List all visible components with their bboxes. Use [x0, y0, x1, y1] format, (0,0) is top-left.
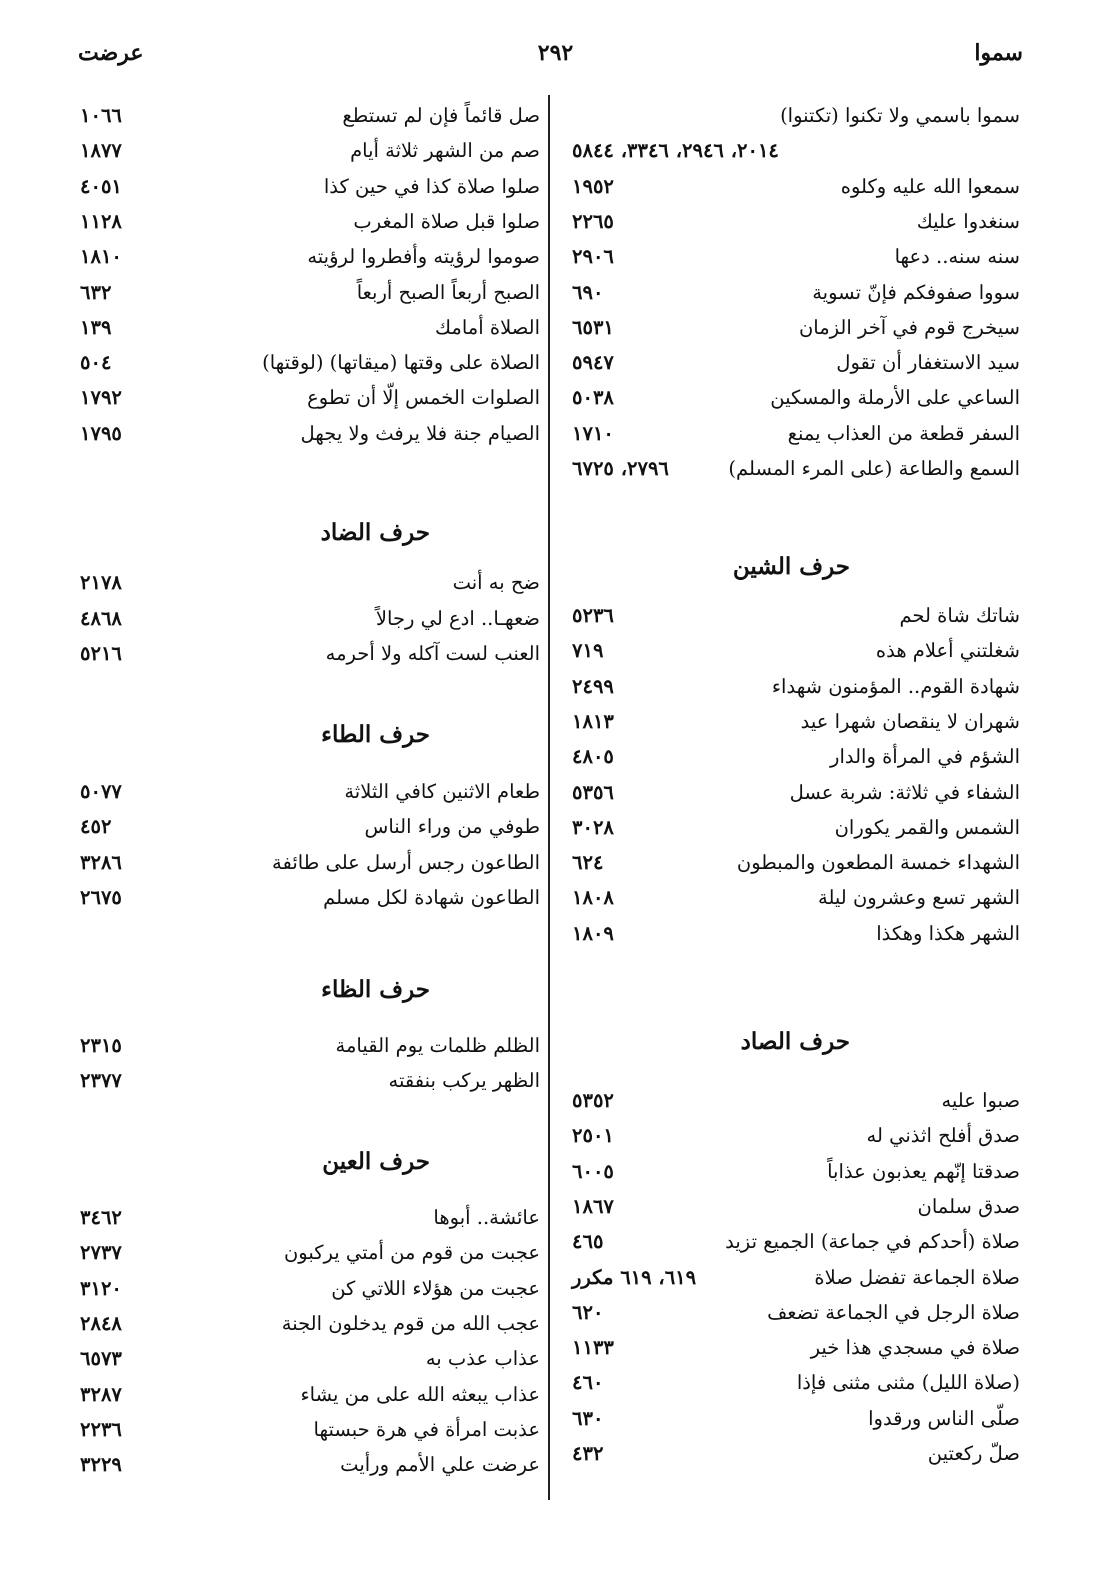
entry-text: صوموا لرؤيته وأفطروا لرؤيته [307, 245, 540, 269]
entry-reference-number: ٢٣٧٧ [80, 1069, 122, 1093]
entry-text: الصلاة على وقتها (ميقاتها) (لوقتها) [262, 351, 540, 375]
index-entry [70, 1306, 540, 1342]
entry-text: السفر قطعة من العذاب يمنع [787, 421, 1020, 445]
entry-text: شاتك شاة لحم [899, 604, 1020, 627]
entry-reference-number: ٦٥٣١ [572, 315, 614, 339]
index-entry [560, 1365, 1020, 1401]
entry-reference-number: ٥٠٧٧ [80, 780, 122, 803]
index-entry [560, 1083, 1020, 1119]
entry-text: الطاعون شهادة لكل مسلم [323, 885, 540, 909]
index-entry [70, 310, 540, 346]
entry-reference-number: ٥٠٤ [80, 351, 112, 375]
index-entry [70, 133, 540, 169]
entry-text: صلاة (أحدكم في جماعة) الجميع تزيد [725, 1230, 1020, 1254]
entry-text: الشفاء في ثلاثة: شربة عسل [789, 780, 1020, 804]
letter-section-heading: حرف الظاء [321, 976, 430, 1003]
entry-text: شهادة القوم.. المؤمنون شهداء [771, 674, 1020, 698]
entry-text: صلّى الناس ورقدوا [868, 1406, 1020, 1430]
index-entry [70, 1412, 540, 1448]
letter-section-heading: حرف الشين [732, 553, 850, 580]
entry-text: الشمس والقمر يكوران [834, 815, 1020, 839]
index-entry [560, 1436, 1020, 1472]
index-entry [70, 380, 540, 416]
entry-text: عجبت من قوم من أمتي يركبون [283, 1241, 540, 1265]
index-entry [70, 845, 540, 881]
index-entry [560, 633, 1020, 669]
entry-text: سموا باسمي ولا تكنوا (تكتنوا) [780, 104, 1020, 127]
index-entry [560, 1154, 1020, 1190]
index-entry [560, 1330, 1020, 1366]
index-entry [560, 669, 1020, 705]
entry-reference-number: ٦٣٢ [80, 280, 112, 304]
index-entry [560, 204, 1020, 240]
entry-reference-number: ١٠٦٦ [80, 104, 122, 127]
entry-text: صم من الشهر ثلاثة أيام [350, 139, 540, 163]
entry-text: صلّ ركعتين [927, 1442, 1020, 1465]
entry-reference-number: ٢٥٠١ [572, 1124, 614, 1148]
entry-text: صدقتا إنّهم يعذبون عذاباً [827, 1159, 1020, 1183]
entry-text: عذاب عذب به [425, 1347, 540, 1371]
entry-reference-number: ٣١٢٠ [80, 1276, 122, 1300]
index-entry [70, 1028, 540, 1064]
index-entry [560, 1189, 1020, 1225]
index-entry [70, 601, 540, 637]
entry-reference-number: ٣٢٢٩ [80, 1453, 122, 1477]
entry-reference-number: ٣٠٢٨ [572, 815, 614, 839]
entry-reference-number: ١٨٦٧ [572, 1194, 614, 1218]
entry-reference-number: ٦٩٠ [572, 280, 604, 304]
index-entry [560, 845, 1020, 881]
index-entry [70, 1341, 540, 1377]
index-entry [70, 169, 540, 205]
index-entry [560, 739, 1020, 775]
entry-text: سيد الاستغفار أن تقول [836, 351, 1020, 375]
index-entry [560, 1401, 1020, 1437]
entry-text: (صلاة الليل) مثنى مثنى فإذا [796, 1371, 1020, 1395]
entry-reference-number: ٦٢٠ [572, 1300, 604, 1324]
entry-text: عجب الله من قوم يدخلون الجنة [281, 1311, 540, 1335]
entry-text: الصبح أربعاً الصبح أربعاً [356, 280, 540, 304]
entry-reference-number: ٢٨٤٨ [80, 1311, 122, 1335]
entry-text: صلاة الجماعة تفضل صلاة [814, 1265, 1020, 1289]
index-entry [560, 169, 1020, 205]
entry-text: شهران لا ينقصان شهرا عيد [800, 709, 1020, 733]
index-entry [560, 380, 1020, 416]
entry-reference-number: ٣٢٨٦ [80, 850, 122, 874]
page-number: ٢٩٢ [537, 40, 574, 66]
entry-text: صبوا عليه [941, 1089, 1020, 1112]
entry-text: صدق سلمان [917, 1194, 1020, 1218]
entry-text: الشهداء خمسة المطعون والمبطون [736, 851, 1020, 875]
index-entry [70, 98, 540, 134]
entry-reference-number: ٤٠٥١ [80, 174, 122, 198]
entry-reference-number: ٣٤٦٢ [80, 1206, 122, 1229]
entry-text: شغلتني أعلام هذه [875, 639, 1020, 663]
entry-text: عذبت امرأة في هرة حبستها [313, 1417, 540, 1441]
entry-reference-number: ١٩٥٢ [572, 174, 614, 198]
index-entry [560, 810, 1020, 846]
entry-text: الطاعون رجس أرسل على طائفة [272, 850, 540, 874]
entry-reference-number: ٢٢٦٥ [572, 209, 614, 233]
entry-text: طوفي من وراء الناس [364, 815, 540, 839]
entry-reference-number: ٢٠١٤، ٢٩٤٦، ٣٣٤٦، ٥٨٤٤ [572, 139, 779, 163]
entry-reference-number: ١٨٠٨ [572, 886, 614, 910]
index-entry [70, 1235, 540, 1271]
entry-reference-number: ٣٢٨٧ [80, 1382, 122, 1406]
index-entry [560, 133, 1020, 169]
index-entry [560, 704, 1020, 740]
index-entry [70, 774, 540, 810]
entry-reference-number: ١٨٠٩ [572, 921, 614, 945]
entry-text: عذاب يبعثه الله على من يشاء [300, 1382, 540, 1406]
page-header [0, 40, 1111, 80]
entry-text: سمعوا الله عليه وكلوه [840, 174, 1020, 198]
entry-reference-number: ١٨٧٧ [80, 139, 122, 163]
entry-reference-number: ٢٩٠٦ [572, 245, 614, 269]
index-entry [560, 275, 1020, 311]
entry-reference-number: ٦٥٧٣ [80, 1347, 122, 1371]
entry-reference-number: ٢٧٣٧ [80, 1241, 122, 1265]
entry-text: العنب لست آكله ولا أحرمه [325, 642, 540, 666]
entry-reference-number: ١٧٩٥ [80, 421, 122, 445]
entry-reference-number: ١٧١٠ [572, 421, 614, 445]
entry-reference-number: ٤٥٢ [80, 815, 112, 839]
entry-text: صلاة في مسجدي هذا خير [810, 1336, 1020, 1360]
entry-text: سووا صفوفكم فإنّ تسوية [812, 280, 1020, 304]
index-entry [70, 1063, 540, 1099]
entry-text: الظهر يركب بنفقته [388, 1069, 540, 1093]
index-entry [70, 416, 540, 452]
entry-reference-number: ١٨١٠ [80, 245, 122, 269]
index-entry [560, 880, 1020, 916]
index-entry [560, 1224, 1020, 1260]
entry-reference-number: ٢٦٧٥ [80, 885, 122, 909]
letter-section-heading: حرف الضاد [320, 519, 430, 546]
entry-reference-number: ٦٠٠٥ [572, 1159, 614, 1183]
entry-text: الساعي على الأرملة والمسكين [770, 386, 1020, 410]
entry-reference-number: ٥٣٥٦ [572, 780, 614, 804]
index-entry [70, 565, 540, 601]
index-entry [560, 916, 1020, 952]
index-entry [560, 775, 1020, 811]
entry-reference-number: ٥٣٥٢ [572, 1089, 614, 1112]
header-left-keyword: عرضت [78, 40, 144, 66]
entry-reference-number: ٤٣٢ [572, 1442, 604, 1465]
entry-reference-number: ٥٩٤٧ [572, 351, 614, 375]
entry-reference-number: ٢٤٩٩ [572, 674, 614, 698]
index-entry [560, 598, 1020, 634]
entry-text: سنه سنه.. دعها [894, 245, 1020, 269]
entry-reference-number: ٥٢١٦ [80, 642, 122, 666]
entry-text: سنغدوا عليك [916, 209, 1020, 233]
entry-reference-number: ١١٣٣ [572, 1336, 614, 1360]
entry-reference-number: ٤٦٠ [572, 1371, 604, 1395]
entry-reference-number: ٦٢٤ [572, 851, 604, 875]
entry-reference-number: ٤٨٦٨ [80, 606, 122, 630]
entry-text: صل قائماً فإن لم تستطع [342, 104, 540, 127]
entry-text: صدق أفلح اثذني له [866, 1124, 1020, 1148]
entry-text: السمع والطاعة (على المرء المسلم) [728, 457, 1020, 480]
letter-section-heading: حرف العين [322, 1148, 430, 1175]
entry-text: الصلاة أمامك [434, 315, 540, 339]
entry-reference-number: ١١٢٨ [80, 209, 122, 233]
entry-text: ضعهـا.. ادع لي رجالاً [375, 606, 540, 630]
index-entry [70, 636, 540, 672]
entry-reference-number: ١٨١٣ [572, 709, 614, 733]
index-entry [70, 239, 540, 275]
entry-reference-number: ٥٢٣٦ [572, 604, 614, 627]
header-right-keyword: سموا [974, 40, 1023, 66]
letter-section-heading: حرف الصاد [740, 1028, 850, 1055]
column-divider [548, 95, 550, 1500]
index-entry [70, 1271, 540, 1307]
entry-text: الصيام جنة فلا يرفث ولا يجهل [300, 421, 540, 445]
index-entry [70, 880, 540, 916]
index-entry [70, 1447, 540, 1483]
entry-text: صلاة الرجل في الجماعة تضعف [767, 1300, 1020, 1324]
entry-text: طعام الاثنين كافي الثلاثة [344, 780, 540, 803]
entry-text: صلوا صلاة كذا في حين كذا [323, 174, 540, 198]
index-entry [560, 345, 1020, 381]
index-entry [70, 809, 540, 845]
index-entry [560, 1295, 1020, 1331]
entry-text: سيخرج قوم في آخر الزمان [798, 315, 1020, 339]
index-entry [560, 1118, 1020, 1154]
index-entry [70, 345, 540, 381]
index-entry [560, 416, 1020, 452]
entry-text: الصلوات الخمس إلّا أن تطوع [307, 386, 540, 410]
index-entry [560, 239, 1020, 275]
entry-reference-number: ٤٨٠٥ [572, 745, 614, 769]
entry-reference-number: ٢١٧٨ [80, 571, 122, 594]
entry-reference-number: ٦١٩، ٦١٩ مكرر [572, 1265, 697, 1289]
entry-reference-number: ١٣٩ [80, 315, 112, 339]
entry-reference-number: ٧١٩ [572, 639, 604, 663]
entry-text: الشؤم في المرأة والدار [830, 745, 1020, 769]
entry-reference-number: ٢٧٩٦، ٦٧٢٥ [572, 457, 669, 480]
entry-reference-number: ٢٢٣٦ [80, 1417, 122, 1441]
entry-reference-number: ٤٦٥ [572, 1230, 604, 1254]
entry-text: عجبت من هؤلاء اللاتي كن [331, 1276, 540, 1300]
index-entry [560, 451, 1020, 487]
entry-reference-number: ١٧٩٢ [80, 386, 122, 410]
index-entry [70, 275, 540, 311]
index-entry [70, 204, 540, 240]
entry-text: عائشة.. أبوها [433, 1206, 540, 1229]
letter-section-heading: حرف الطاء [321, 721, 430, 748]
index-entry [70, 1377, 540, 1413]
index-entry [560, 1260, 1020, 1296]
entry-text: الشهر هكذا وهكذا [876, 921, 1020, 945]
index-entry [70, 1200, 540, 1236]
index-entry [560, 310, 1020, 346]
entry-text: عرضت علي الأمم ورأيت [340, 1453, 540, 1477]
entry-text: ضح به أنت [452, 571, 540, 594]
entry-text: صلوا قبل صلاة المغرب [353, 209, 540, 233]
entry-reference-number: ٢٣١٥ [80, 1034, 122, 1057]
entry-reference-number: ٥٠٣٨ [572, 386, 614, 410]
entry-text: الظلم ظلمات يوم القيامة [335, 1034, 540, 1057]
entry-text: الشهر تسع وعشرون ليلة [818, 886, 1020, 910]
entry-reference-number: ٦٣٠ [572, 1406, 604, 1430]
index-entry [560, 98, 1020, 134]
